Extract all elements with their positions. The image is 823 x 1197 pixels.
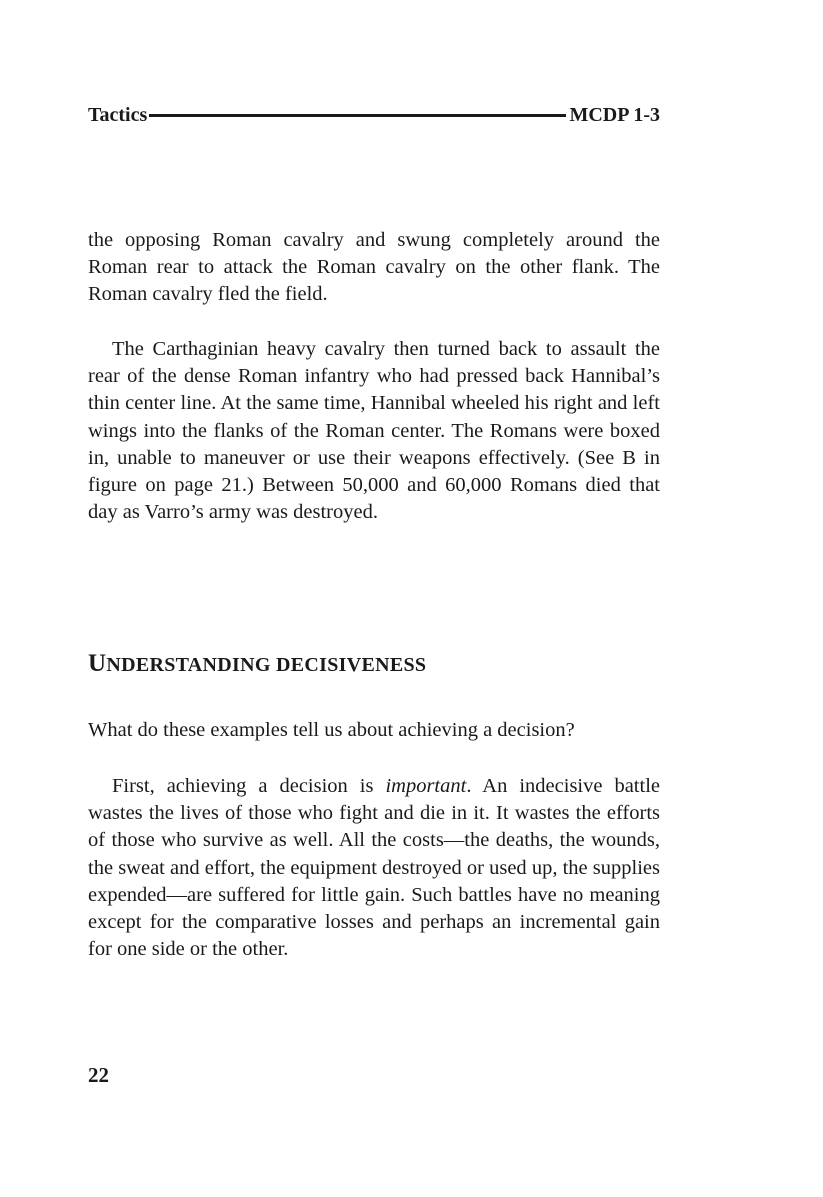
heading-initial: U [88, 650, 107, 677]
body-paragraph [88, 773, 660, 963]
paragraph-text [88, 773, 660, 963]
header-rule [149, 114, 566, 117]
header-chapter-title: Tactics [88, 104, 148, 126]
section-heading [88, 650, 426, 678]
paragraph-text: What do these examples tell us about achieving a decision? [88, 719, 575, 741]
heading-remainder: NDERSTANDING DECISIVENESS [106, 654, 427, 676]
emphasized-word: important [385, 775, 467, 797]
section-question [88, 717, 660, 744]
header-publication-id: MCDP 1-3 [569, 104, 660, 126]
running-header [88, 101, 660, 129]
document-page [88, 0, 660, 1197]
paragraph-text: the opposing Roman cavalry and swung completely around the Roman rear to attack the Roman cavalry on the other flank. The Roman cavalry fled the field. [88, 229, 660, 306]
paragraph-text: The Carthaginian heavy cavalry then turned back to assault the rear of the dense Roman infantry who had pressed back Hannibal’s thin center line. At the same time, Hannibal wheeled his right and left wings into the flanks of the Roman center. The Romans were boxed in, unable to maneuver or use their weapons effectively. (See B in figure on page 21.) Between 50,000 and 60,000 Romans died that day as Varro’s army was destroyed. [88, 338, 660, 524]
continued-paragraph [88, 227, 660, 309]
paragraph-text-start: First, achieving a decision is [112, 775, 386, 797]
page-number: 22 [88, 1063, 109, 1087]
body-paragraph [88, 336, 660, 526]
paragraph-text-end: . An indecisive battle wastes the lives of those who fight and die in it. It wastes the efforts of those who survive as well. All the costs—the deaths, the wounds, the sweat and effort, the equipment destroyed or used up, the supplies expended—are suffered for little gain. Such battles have no meaning except for the comparative losses and perhaps an incremental gain for one side or the other. [88, 775, 660, 961]
